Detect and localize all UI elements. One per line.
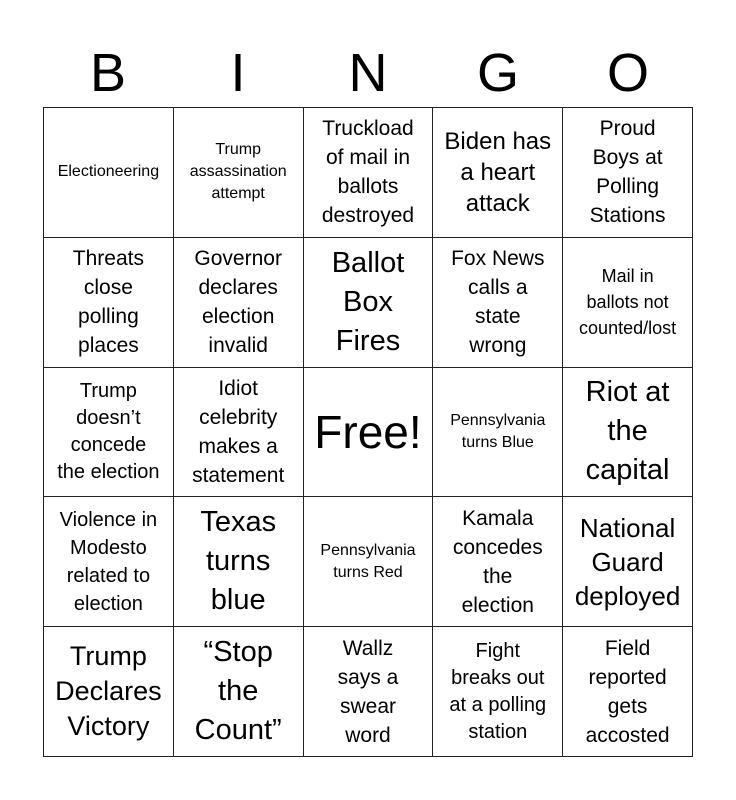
cell-text: Biden has a heart attack (444, 127, 552, 217)
cell-text: Kamala concedes the election (452, 506, 543, 617)
cell-text: Texas turns blue (200, 506, 277, 617)
bingo-cell[interactable] (563, 238, 693, 368)
cell-text: Fight breaks out at a polling station (449, 639, 547, 743)
bingo-cell[interactable] (433, 497, 563, 627)
bingo-cell[interactable] (433, 368, 563, 498)
cell-text: Wallz says a swear word (337, 636, 399, 747)
free-space-text: Free! (314, 405, 422, 458)
cell-text: Trump doesn’t concede the election (57, 379, 160, 483)
header-letter-o: O (606, 43, 649, 103)
bingo-cell[interactable] (44, 108, 174, 238)
cell-text: “Stop the Count” (194, 636, 282, 747)
cell-text: Truckload of mail in ballots destroyed (321, 117, 415, 228)
bingo-cell[interactable] (44, 368, 174, 498)
cell-text: Fox News calls a state wrong (451, 247, 545, 358)
header-letter-i: I (230, 43, 246, 103)
cell-text: Idiot celebrity makes a statement (192, 376, 285, 487)
cell-text: Violence in Modesto related to election (59, 508, 158, 615)
cell-text: Ballot Box Fires (331, 246, 405, 357)
bingo-cell[interactable] (563, 497, 693, 627)
cell-text: Threats close polling places (72, 247, 144, 358)
bingo-cell[interactable] (174, 368, 304, 498)
header-letter-b: B (89, 43, 127, 103)
cell-text: Field reported gets accosted (585, 636, 670, 747)
bingo-cell[interactable] (44, 238, 174, 368)
cell-text: Trump Declares Victory (55, 641, 162, 742)
bingo-cell[interactable] (304, 238, 434, 368)
cell-text: Mail in ballots not counted/lost (579, 266, 677, 339)
free-space-cell[interactable] (304, 368, 434, 498)
bingo-board (43, 107, 693, 757)
cell-text: Proud Boys at Polling Stations (589, 117, 666, 228)
bingo-cell[interactable] (174, 627, 304, 757)
bingo-cell[interactable] (174, 108, 304, 238)
bingo-cell[interactable] (44, 627, 174, 757)
bingo-header (43, 40, 693, 106)
bingo-cell[interactable] (304, 627, 434, 757)
cell-text: Trump assassination attempt (189, 141, 287, 203)
bingo-cell[interactable] (304, 108, 434, 238)
bingo-cell[interactable] (563, 368, 693, 498)
cell-text: Governor declares election invalid (194, 247, 282, 358)
bingo-cell[interactable] (174, 497, 304, 627)
bingo-cell[interactable] (433, 108, 563, 238)
bingo-cell[interactable] (433, 627, 563, 757)
cell-text: Pennsylvania turns Blue (450, 411, 546, 451)
cell-text: Riot at the capital (585, 376, 670, 487)
bingo-cell[interactable] (304, 497, 434, 627)
bingo-cell[interactable] (433, 238, 563, 368)
bingo-cell[interactable] (174, 238, 304, 368)
bingo-cell[interactable] (563, 108, 693, 238)
header-letter-n: N (348, 43, 388, 103)
cell-text: Electioneering (57, 163, 160, 181)
cell-text: National Guard deployed (574, 512, 681, 611)
bingo-cell[interactable] (44, 497, 174, 627)
header-letter-g: G (476, 43, 519, 103)
bingo-cell[interactable] (563, 627, 693, 757)
cell-text: Pennsylvania turns Red (320, 541, 416, 581)
